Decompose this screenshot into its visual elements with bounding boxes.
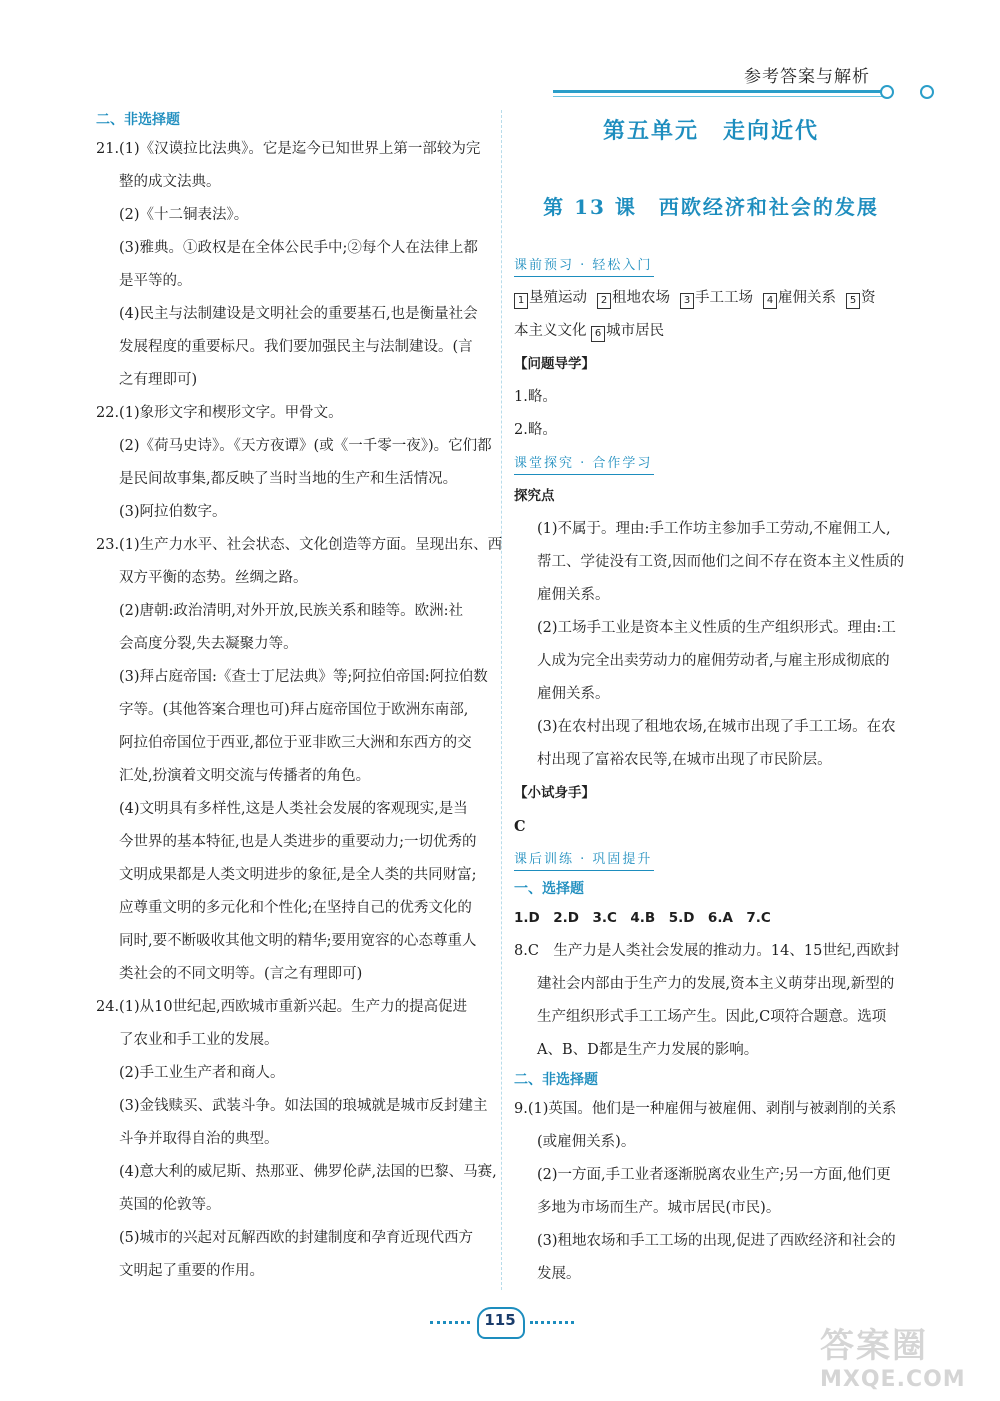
preview-text: 垦殖运动 bbox=[529, 290, 587, 306]
answer-line: 阿拉伯帝国位于西亚,都位于亚非欧三大洲和东西方的交 bbox=[119, 735, 472, 751]
answer-line: (3)阿拉伯数字。 bbox=[119, 504, 227, 520]
answer-line: (或雇佣关系)。 bbox=[537, 1134, 636, 1150]
preview-text: 资 bbox=[861, 290, 876, 306]
answer-line: (4)文明具有多样性,这是人类社会发展的客观现实,是当 bbox=[119, 801, 468, 817]
answer-line: A、B、D都是生产力发展的影响。 bbox=[537, 1042, 759, 1058]
answer-line: (3)雅典。①政权是在全体公民手中;②每个人在法律上都 bbox=[119, 240, 478, 256]
header-rule bbox=[553, 90, 883, 93]
column-divider bbox=[501, 110, 502, 1290]
answer-line: 人成为完全出卖劳动力的雇佣劳动者,与雇主形成彻底的 bbox=[537, 653, 890, 669]
watermark-logo bbox=[820, 1318, 980, 1392]
answer-line: 文明成果都是人类文明进步的象征,是全人类的共同财富; bbox=[119, 867, 477, 883]
explore-answers bbox=[514, 513, 908, 777]
practice-heading: 【小试身手】 bbox=[514, 785, 595, 801]
answer-line: 21.(1)《汉谟拉比法典》。它是迄今已知世界上第一部较为完 bbox=[96, 141, 481, 157]
answer-line: 整的成文法典。 bbox=[119, 174, 221, 190]
answer-line: (4)意大利的威尼斯、热那亚、佛罗伦萨,法国的巴黎、马赛, bbox=[119, 1164, 497, 1180]
answer-line: 斗争并取得自治的典型。 bbox=[119, 1131, 279, 1147]
footer-dots-right bbox=[530, 1321, 574, 1324]
answer-line: (2)手工业生产者和商人。 bbox=[119, 1065, 285, 1081]
answer-line: 同时,要不断吸收其他文明的精华;要用宽容的心态尊重人 bbox=[119, 933, 477, 949]
preview-text: 租地农场 bbox=[612, 290, 670, 306]
section-heading: 二、非选择题 bbox=[514, 1072, 598, 1088]
answer-line: 类社会的不同文明等。(言之有理即可) bbox=[119, 966, 363, 982]
left-column bbox=[96, 107, 503, 1288]
answer-line: (3)租地农场和手工工场的出现,促进了西欧经济和社会的 bbox=[537, 1233, 896, 1249]
answer-line: 雇佣关系。 bbox=[537, 587, 610, 603]
answer-line: 多地为市场而生产。城市居民(市民)。 bbox=[537, 1200, 781, 1216]
answer-line: 建社会内部由于生产力的发展,资本主义萌芽出现,新型的 bbox=[537, 976, 895, 992]
answer-line: 今世界的基本特征,也是人类进步的重要动力;一切优秀的 bbox=[119, 834, 477, 850]
answer-line: 村出现了富裕农民等,在城市出现了市民阶层。 bbox=[537, 752, 832, 768]
section-tag-after-class: 课后训练 · 巩固提升 bbox=[514, 850, 654, 871]
choice-answers: 1.D 2.D 3.C 4.B 5.D 6.A 7.C bbox=[514, 910, 771, 926]
section-heading: 一、选择题 bbox=[514, 881, 584, 897]
answer-line: 了农业和手工业的发展。 bbox=[119, 1032, 279, 1048]
question-guide-heading: 【问题导学】 bbox=[514, 356, 595, 372]
answer-line: 生产组织形式手工工场产生。因此,C项符合题意。选项 bbox=[537, 1009, 887, 1025]
preview-text: 雇佣关系 bbox=[778, 290, 836, 306]
answer-line: 帮工、学徒没有工资,因而他们之间不存在资本主义性质的 bbox=[537, 554, 905, 570]
answer-line: 之有理即可) bbox=[119, 372, 198, 388]
answer-line: (3)金钱赎买、武装斗争。如法国的琅城就是城市反封建主 bbox=[119, 1098, 488, 1114]
answer-line: (5)城市的兴起对瓦解西欧的封建制度和孕育近现代西方 bbox=[119, 1230, 474, 1246]
lesson-title: 第 13 课 西欧经济和社会的发展 bbox=[543, 195, 879, 219]
answer-line: 发展。 bbox=[537, 1266, 581, 1282]
answer-line: 会高度分裂,失去凝聚力等。 bbox=[119, 636, 298, 652]
answer-number-box: 3 bbox=[680, 293, 694, 309]
preview-text: 手工工场 bbox=[695, 290, 753, 306]
header-rule-thin bbox=[553, 96, 883, 97]
answer-line: 汇处,扮演着文明交流与传播者的角色。 bbox=[119, 768, 371, 784]
preview-row bbox=[514, 290, 876, 306]
answer-number-box: 5 bbox=[846, 293, 860, 309]
answer-line: 雇佣关系。 bbox=[537, 686, 610, 702]
header-title: 参考答案与解析 bbox=[744, 67, 870, 87]
preview-answers-cont bbox=[514, 315, 908, 348]
answer-number-box: 2 bbox=[597, 293, 611, 309]
watermark-bottom: MXQE.COM bbox=[820, 1367, 966, 1392]
answer-line: 发展程度的重要标尺。我们要加强民主与法制建设。(言 bbox=[119, 339, 473, 355]
right-column bbox=[514, 107, 908, 1291]
answer-line: (4)民主与法制建设是文明社会的重要基石,也是衡量社会 bbox=[119, 306, 478, 322]
answer-line: (2)工场手工业是资本主义性质的生产组织形式。理由:工 bbox=[537, 620, 896, 636]
answer-line: 1.略。 bbox=[514, 389, 557, 405]
answer-line: 字等。(其他答案合理也可)拜占庭帝国位于欧洲东南部, bbox=[119, 702, 469, 718]
section-tag-classroom: 课堂探究 · 合作学习 bbox=[514, 454, 654, 475]
answer-line: 2.略。 bbox=[514, 422, 557, 438]
answer-line: C bbox=[514, 818, 526, 835]
page-number: 115 bbox=[484, 1311, 516, 1329]
answer-line: 9.(1)英国。他们是一种雇佣与被雇佣、剥削与被剥削的关系 bbox=[514, 1101, 897, 1117]
answer-line: (1)不属于。理由:手工作坊主参加手工劳动,不雇佣工人, bbox=[537, 521, 891, 537]
answer-line: (3)在农村出现了租地农场,在城市出现了手工工场。在农 bbox=[537, 719, 896, 735]
watermark-top: 答案圈 bbox=[820, 1326, 928, 1366]
answer-line: 是平等的。 bbox=[119, 273, 192, 289]
footer-dots-left bbox=[430, 1321, 470, 1324]
answer-line: 是民间故事集,都反映了当时当地的生产和生活情况。 bbox=[119, 471, 458, 487]
answer-line: (2)一方面,手工业者逐渐脱离农业生产;另一方面,他们更 bbox=[537, 1167, 891, 1183]
answer-number-box: 1 bbox=[514, 293, 528, 309]
answer-number-box: 6 bbox=[591, 326, 605, 342]
preview-answers bbox=[514, 282, 908, 315]
explore-heading: 探究点 bbox=[514, 488, 555, 504]
section-heading: 二、非选择题 bbox=[96, 112, 180, 128]
page-number-badge bbox=[474, 1305, 526, 1339]
preview-text: 城市居民 bbox=[606, 323, 665, 339]
answer-line: 23.(1)生产力水平、社会状态、文化创造等方面。呈现出东、西 bbox=[96, 537, 503, 553]
unit-title: 第五单元 走向近代 bbox=[602, 119, 819, 144]
answer-line: (2)《荷马史诗》。《天方夜谭》(或《一千零一夜》)。它们都 bbox=[119, 438, 492, 454]
q9-answer bbox=[514, 1093, 908, 1291]
answer-line: 双方平衡的态势。丝绸之路。 bbox=[119, 570, 308, 586]
answer-line: (2)唐朝:政治清明,对外开放,民族关系和睦等。欧洲:社 bbox=[119, 603, 464, 619]
answer-line: 应尊重文明的多元化和个性化;在坚持自己的优秀文化的 bbox=[119, 900, 472, 916]
answer-line: (2)《十二铜表法》。 bbox=[119, 207, 249, 223]
answer-line: 文明起了重要的作用。 bbox=[119, 1263, 264, 1279]
q8-answer bbox=[514, 935, 908, 1067]
answer-line: (3)拜占庭帝国:《查士丁尼法典》等;阿拉伯帝国:阿拉伯数 bbox=[119, 669, 488, 685]
answer-line: 8.C 生产力是人类社会发展的推动力。14、15世纪,西欧封 bbox=[514, 943, 900, 959]
answer-number-box: 4 bbox=[763, 293, 777, 309]
answer-line: 22.(1)象形文字和楔形文字。甲骨文。 bbox=[96, 405, 343, 421]
header-circle-icon bbox=[920, 85, 934, 99]
header-circle-icon bbox=[880, 85, 894, 99]
section-tag-preview: 课前预习 · 轻松入门 bbox=[514, 256, 654, 277]
preview-text: 本主义文化 bbox=[514, 323, 587, 339]
answer-line: 英国的伦敦等。 bbox=[119, 1197, 221, 1213]
answer-line: 24.(1)从10世纪起,西欧城市重新兴起。生产力的提高促进 bbox=[96, 999, 468, 1015]
